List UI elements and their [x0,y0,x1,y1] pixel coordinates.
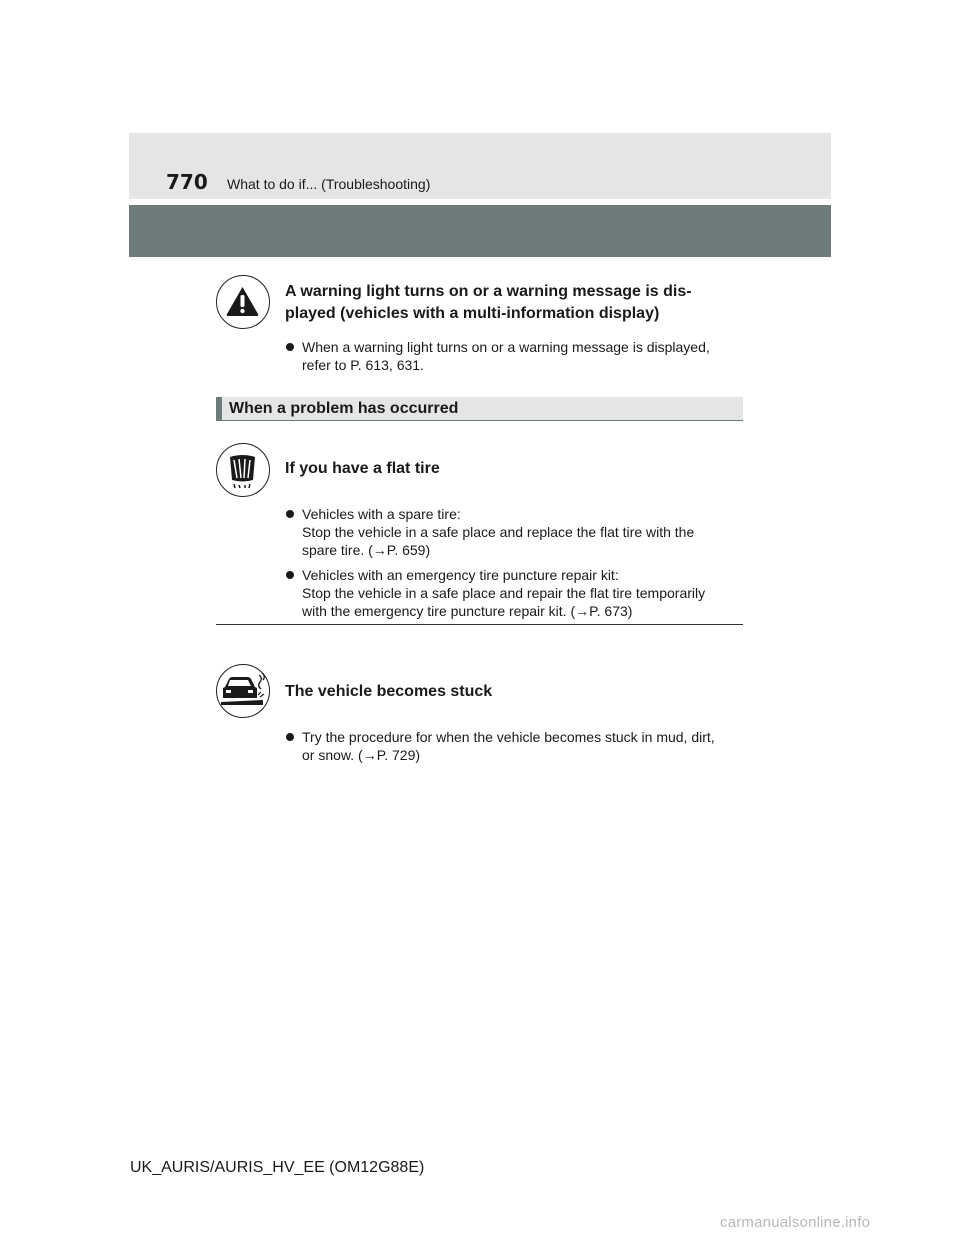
flat-tire-bullet-kit [286,566,742,620]
warning-bullet-line2: refer to P. 613, 631. [302,357,424,373]
section-heading-bar [216,397,743,421]
warning-item-title [285,281,745,325]
chapter-title: What to do if... (Troubleshooting) [227,176,431,192]
section-heading-accent [216,397,222,420]
warning-triangle-icon [216,275,270,329]
bullet-dot [286,343,294,351]
flat-tire-bullet-1-line2: Stop the vehicle in a safe place and replace the flat tire with the [302,524,695,540]
stuck-vehicle-bullet-line2: or snow. (→P. 729) [302,747,421,763]
watermark-link[interactable]: carmanualsonline.info [720,1214,871,1231]
flat-tire-title: If you have a flat tire [285,460,440,477]
section-heading: When a problem has occurred [229,400,459,417]
stuck-vehicle-bullet-line1: Try the procedure for when the vehicle becomes stuck in mud, dirt, [302,729,715,745]
divider [216,624,743,625]
warning-item-title-line2: played (vehicles with a multi-information display) [285,305,660,322]
bullet-dot [286,571,294,579]
bullet-dot [286,510,294,518]
flat-tire-bullet-2-line1: Vehicles with an emergency tire puncture repair kit: [302,567,619,583]
bullet-dot [286,733,294,741]
warning-bullet [286,338,742,374]
header-dark-band [129,205,831,257]
warning-item-title-line1: A warning light turns on or a warning message is dis- [285,283,692,300]
page-number: 770 [166,170,208,194]
flat-tire-bullet-1-line3: spare tire. (→P. 659) [302,542,431,558]
flat-tire-icon [216,443,270,497]
flat-tire-bullet-2-line3: with the emergency tire puncture repair kit. (→P. 673) [302,603,633,619]
stuck-vehicle-icon [216,664,270,718]
stuck-vehicle-title: The vehicle becomes stuck [285,683,493,700]
flat-tire-bullet-1-line1: Vehicles with a spare tire: [302,506,461,522]
stuck-vehicle-bullet [286,728,742,764]
flat-tire-bullet-2-line2: Stop the vehicle in a safe place and repair the flat tire temporarily [302,585,706,601]
flat-tire-bullet-spare [286,505,742,559]
warning-bullet-line1: When a warning light turns on or a warning message is displayed, [302,339,710,355]
model-code-footer: UK_AURIS/AURIS_HV_EE (OM12G88E) [130,1159,425,1176]
